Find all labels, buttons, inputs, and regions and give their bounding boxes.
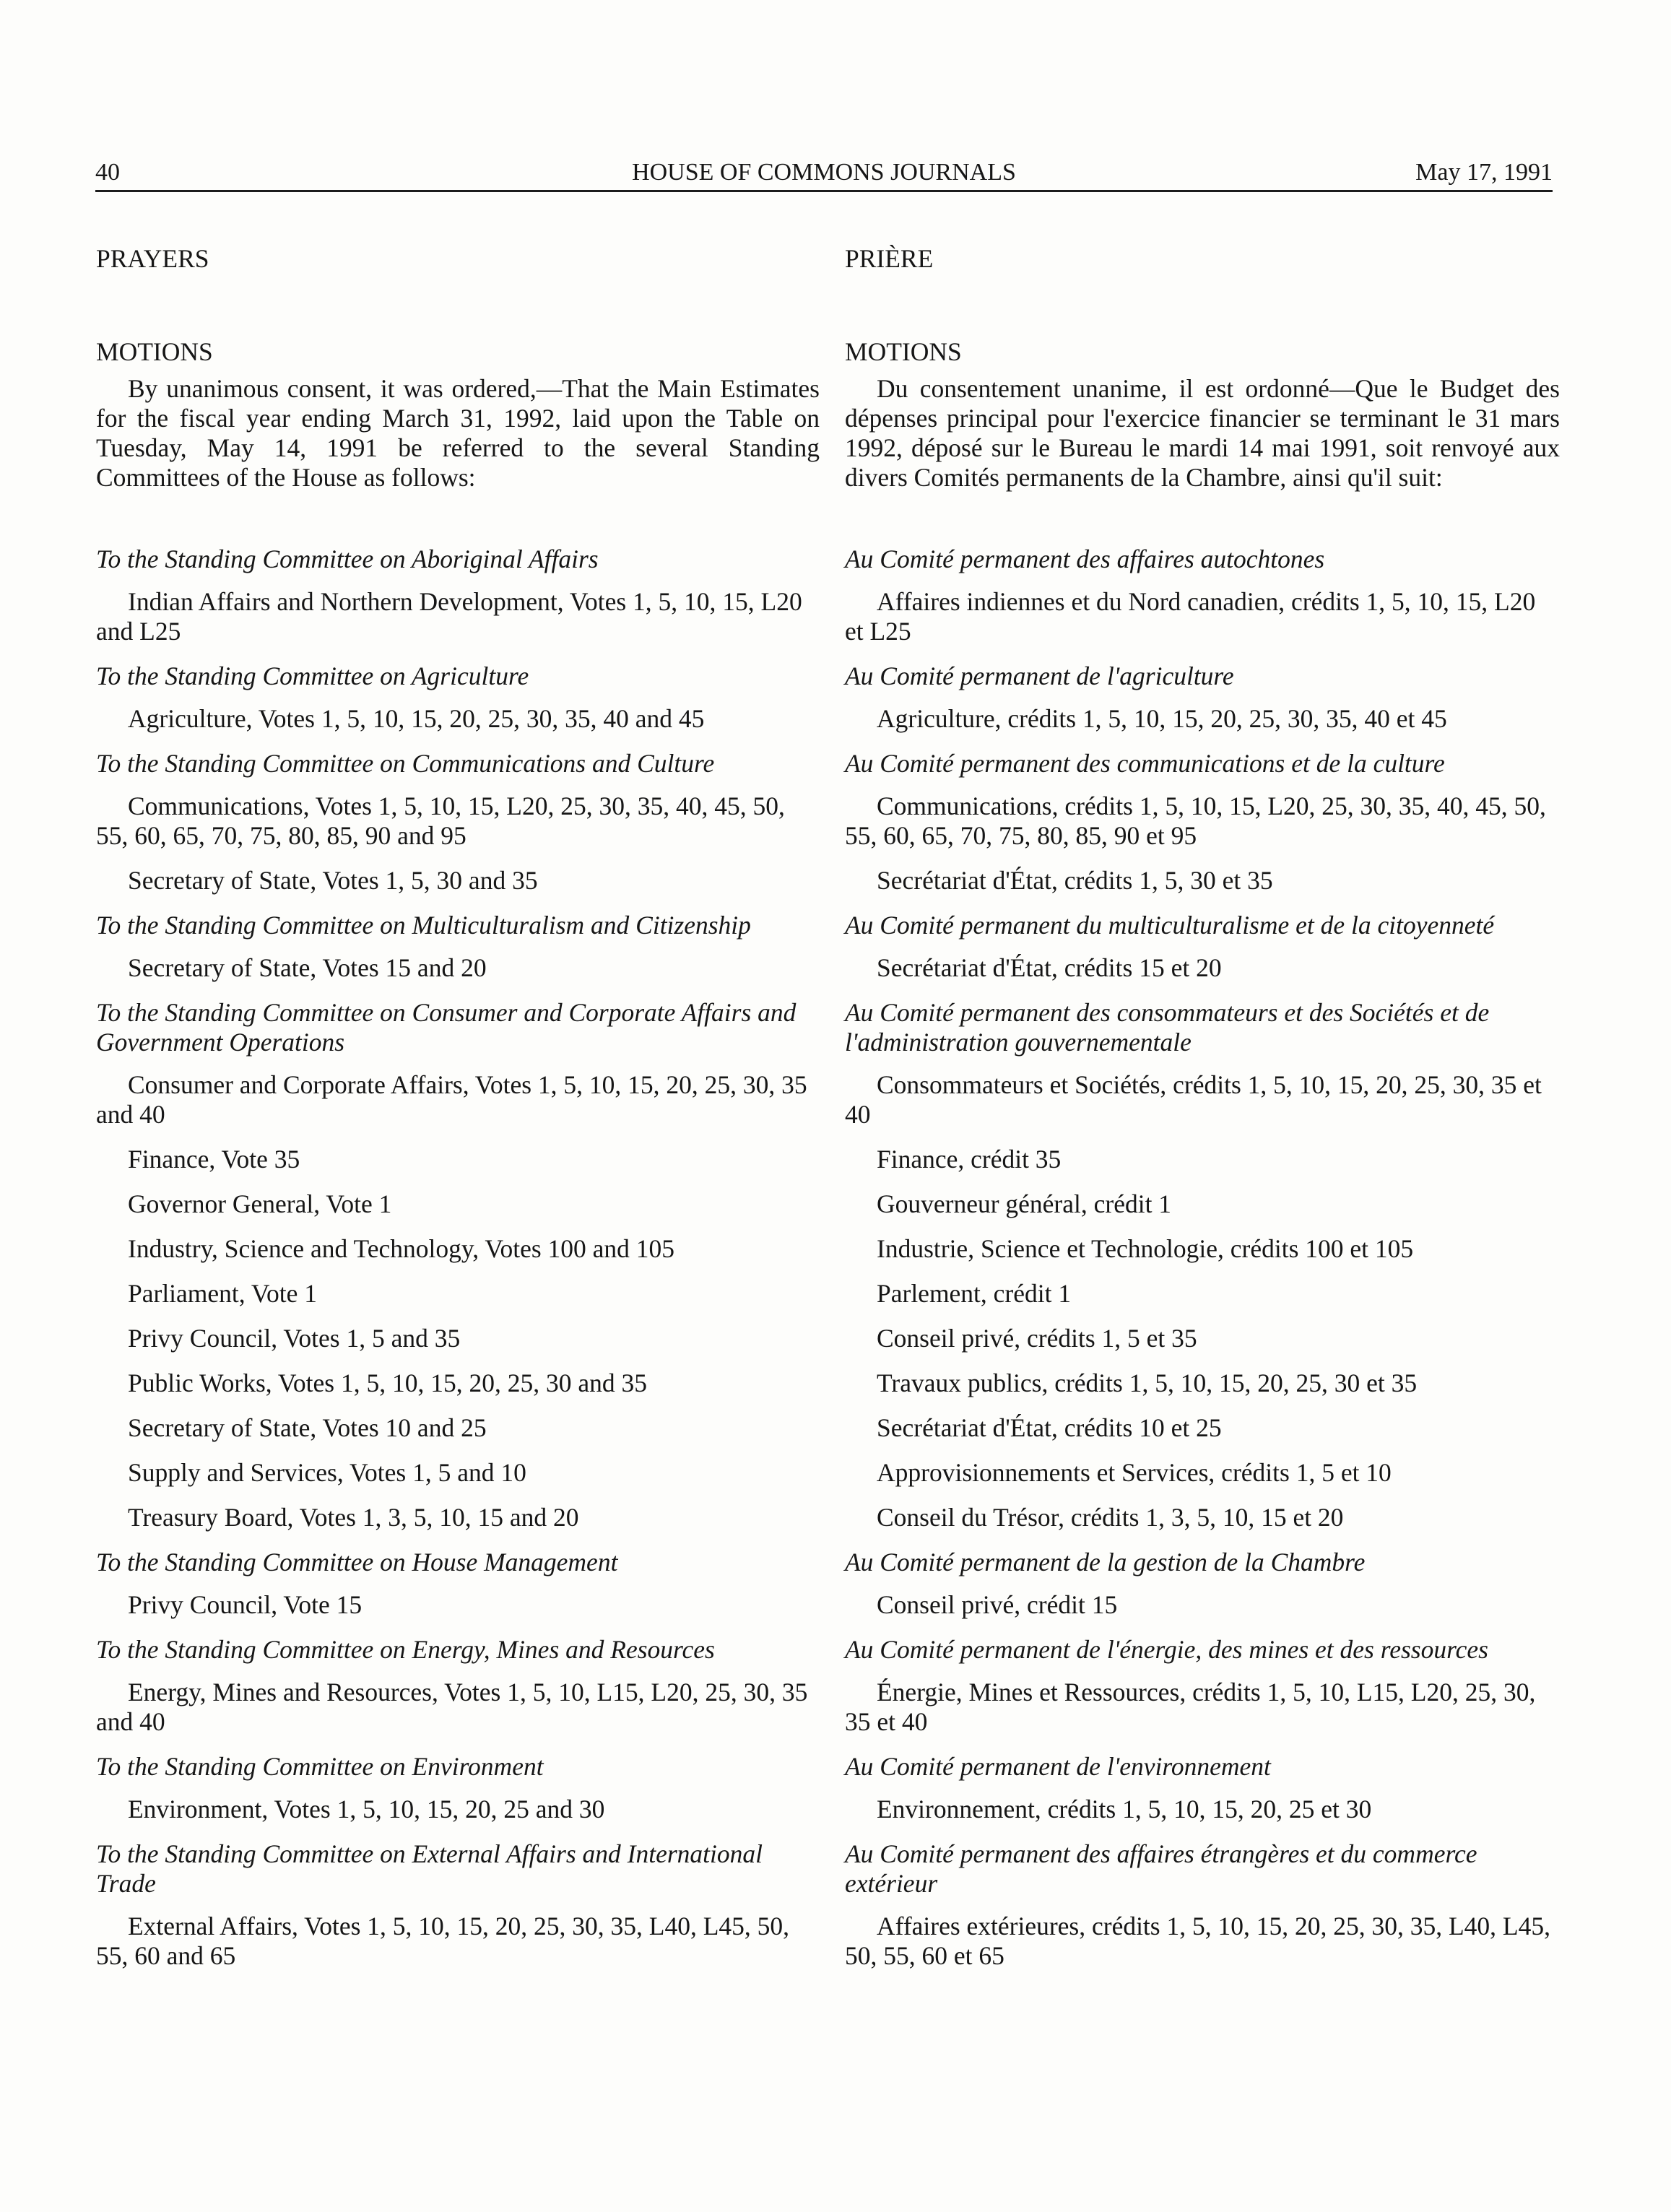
vote-entry: Consumer and Corporate Affairs, Votes 1, 5, 10, 15, 20, 25, 30, 35 and 40	[96, 1070, 807, 1129]
vote-entry: Travaux publics, crédits 1, 5, 10, 15, 20, 25, 30 et 35	[877, 1369, 1418, 1397]
vote-entry: Privy Council, Vote 15	[128, 1590, 363, 1619]
prayers-heading: PRAYERS	[96, 244, 209, 273]
vote-entry: Approvisionnements et Services, crédits 1, 5 et 10	[877, 1458, 1392, 1487]
header-date: May 17, 1991	[1415, 159, 1553, 186]
committee-name: Au Comité permanent de la gestion de la Chambre	[845, 1548, 1366, 1576]
vote-entry: Conseil privé, crédit 15	[877, 1590, 1118, 1619]
motion-text: By unanimous consent, it was ordered,—That the Main Estimates for the fiscal year ending March 31, 1992, laid upon the Table on Tuesday, May 14, 1991 be referred to the several Standing Committees of the House as follows:	[96, 374, 820, 492]
committee-name: To the Standing Committee on Communications and Culture	[96, 749, 715, 778]
vote-entry: Secrétariat d'État, crédits 1, 5, 30 et 35	[877, 866, 1273, 895]
motions-heading: MOTIONS	[845, 337, 962, 366]
vote-entry: Communications, crédits 1, 5, 10, 15, L20, 25, 30, 35, 40, 45, 50, 55, 60, 65, 70, 75, 80, 85, 90 et 95	[845, 791, 1546, 850]
running-header	[95, 154, 1553, 192]
vote-entry: Affaires extérieures, crédits 1, 5, 10, 15, 20, 25, 30, 35, L40, L45, 50, 55, 60 et 65	[845, 1912, 1550, 1970]
vote-entry: Conseil privé, crédits 1, 5 et 35	[877, 1324, 1197, 1353]
vote-entry: Communications, Votes 1, 5, 10, 15, L20, 25, 30, 35, 40, 45, 50, 55, 60, 65, 70, 75, 80, 85, 90 and 95	[96, 791, 785, 850]
vote-entry: Agriculture, Votes 1, 5, 10, 15, 20, 25, 30, 35, 40 and 45	[128, 704, 705, 733]
committee-name: To the Standing Committee on Environment	[96, 1752, 544, 1781]
english-column	[96, 244, 820, 1986]
committee-name: Au Comité permanent de l'environnement	[845, 1752, 1271, 1781]
vote-entry: Parliament, Vote 1	[128, 1279, 317, 1308]
committee-name: Au Comité permanent des affaires étrangères et du commerce extérieur	[845, 1839, 1477, 1898]
journal-title: HOUSE OF COMMONS JOURNALS	[632, 159, 1016, 186]
vote-entry: Énergie, Mines et Ressources, crédits 1, 5, 10, L15, L20, 25, 30, 35 et 40	[845, 1678, 1536, 1736]
committee-name: To the Standing Committee on Energy, Mines and Resources	[96, 1635, 715, 1664]
motion-text: Du consentement unanime, il est ordonné—Que le Budget des dépenses principal pour l'exercice financier se terminant le 31 mars 1992, déposé sur le Bureau le mardi 14 mai 1991, soit renvoyé aux divers Comités permanents de la Chambre, ainsi qu'il suit:	[845, 374, 1560, 492]
vote-entry: Public Works, Votes 1, 5, 10, 15, 20, 25, 30 and 35	[128, 1369, 647, 1397]
vote-entry: Finance, crédit 35	[877, 1145, 1062, 1174]
vote-entry: Supply and Services, Votes 1, 5 and 10	[128, 1458, 526, 1487]
committee-name: Au Comité permanent de l'agriculture	[845, 662, 1234, 690]
vote-entry: Secretary of State, Votes 10 and 25	[128, 1413, 487, 1442]
vote-entry: Affaires indiennes et du Nord canadien, crédits 1, 5, 10, 15, L20 et L25	[845, 587, 1536, 646]
committee-name: To the Standing Committee on Consumer and Corporate Affairs and Government Operations	[96, 998, 797, 1057]
vote-entry: Secretary of State, Votes 1, 5, 30 and 35	[128, 866, 538, 895]
committee-list	[96, 545, 820, 1971]
vote-entry: Indian Affairs and Northern Development, Votes 1, 5, 10, 15, L20 and L25	[96, 587, 802, 646]
committee-name: To the Standing Committee on Multiculturalism and Citizenship	[96, 911, 751, 940]
french-column	[845, 244, 1560, 1986]
vote-entry: Secrétariat d'État, crédits 15 et 20	[877, 953, 1222, 982]
vote-entry: Finance, Vote 35	[128, 1145, 300, 1174]
vote-entry: Governor General, Vote 1	[128, 1189, 392, 1218]
prayers-heading: PRIÈRE	[845, 244, 934, 273]
committee-list	[845, 545, 1560, 1971]
vote-entry: Environment, Votes 1, 5, 10, 15, 20, 25 and 30	[128, 1795, 605, 1823]
vote-entry: Secretary of State, Votes 15 and 20	[128, 953, 487, 982]
vote-entry: External Affairs, Votes 1, 5, 10, 15, 20, 25, 30, 35, L40, L45, 50, 55, 60 and 65	[96, 1912, 790, 1970]
vote-entry: Conseil du Trésor, crédits 1, 3, 5, 10, 15 et 20	[877, 1503, 1344, 1532]
vote-entry: Industrie, Science et Technologie, crédits 100 et 105	[877, 1234, 1414, 1263]
page-number: 40	[95, 159, 120, 186]
committee-name: Au Comité permanent des affaires autochtones	[845, 545, 1325, 573]
committee-name: To the Standing Committee on Agriculture	[96, 662, 529, 690]
vote-entry: Privy Council, Votes 1, 5 and 35	[128, 1324, 461, 1353]
committee-name: To the Standing Committee on House Management	[96, 1548, 618, 1576]
vote-entry: Treasury Board, Votes 1, 3, 5, 10, 15 and 20	[128, 1503, 579, 1532]
committee-name: To the Standing Committee on External Affairs and International Trade	[96, 1839, 763, 1898]
committee-name: To the Standing Committee on Aboriginal Affairs	[96, 545, 599, 573]
committee-name: Au Comité permanent de l'énergie, des mines et des ressources	[845, 1635, 1488, 1664]
vote-entry: Environnement, crédits 1, 5, 10, 15, 20, 25 et 30	[877, 1795, 1372, 1823]
committee-name: Au Comité permanent des communications et de la culture	[845, 749, 1445, 778]
vote-entry: Energy, Mines and Resources, Votes 1, 5, 10, L15, L20, 25, 30, 35 and 40	[96, 1678, 808, 1736]
vote-entry: Consommateurs et Sociétés, crédits 1, 5, 10, 15, 20, 25, 30, 35 et 40	[845, 1070, 1542, 1129]
committee-name: Au Comité permanent des consommateurs et des Sociétés et de l'administration gouvernementale	[845, 998, 1490, 1057]
vote-entry: Parlement, crédit 1	[877, 1279, 1072, 1308]
vote-entry: Secrétariat d'État, crédits 10 et 25	[877, 1413, 1222, 1442]
vote-entry: Agriculture, crédits 1, 5, 10, 15, 20, 25, 30, 35, 40 et 45	[877, 704, 1447, 733]
vote-entry: Industry, Science and Technology, Votes 100 and 105	[128, 1234, 675, 1263]
motions-heading: MOTIONS	[96, 337, 213, 366]
vote-entry: Gouverneur général, crédit 1	[877, 1189, 1172, 1218]
committee-name: Au Comité permanent du multiculturalisme et de la citoyenneté	[845, 911, 1495, 940]
